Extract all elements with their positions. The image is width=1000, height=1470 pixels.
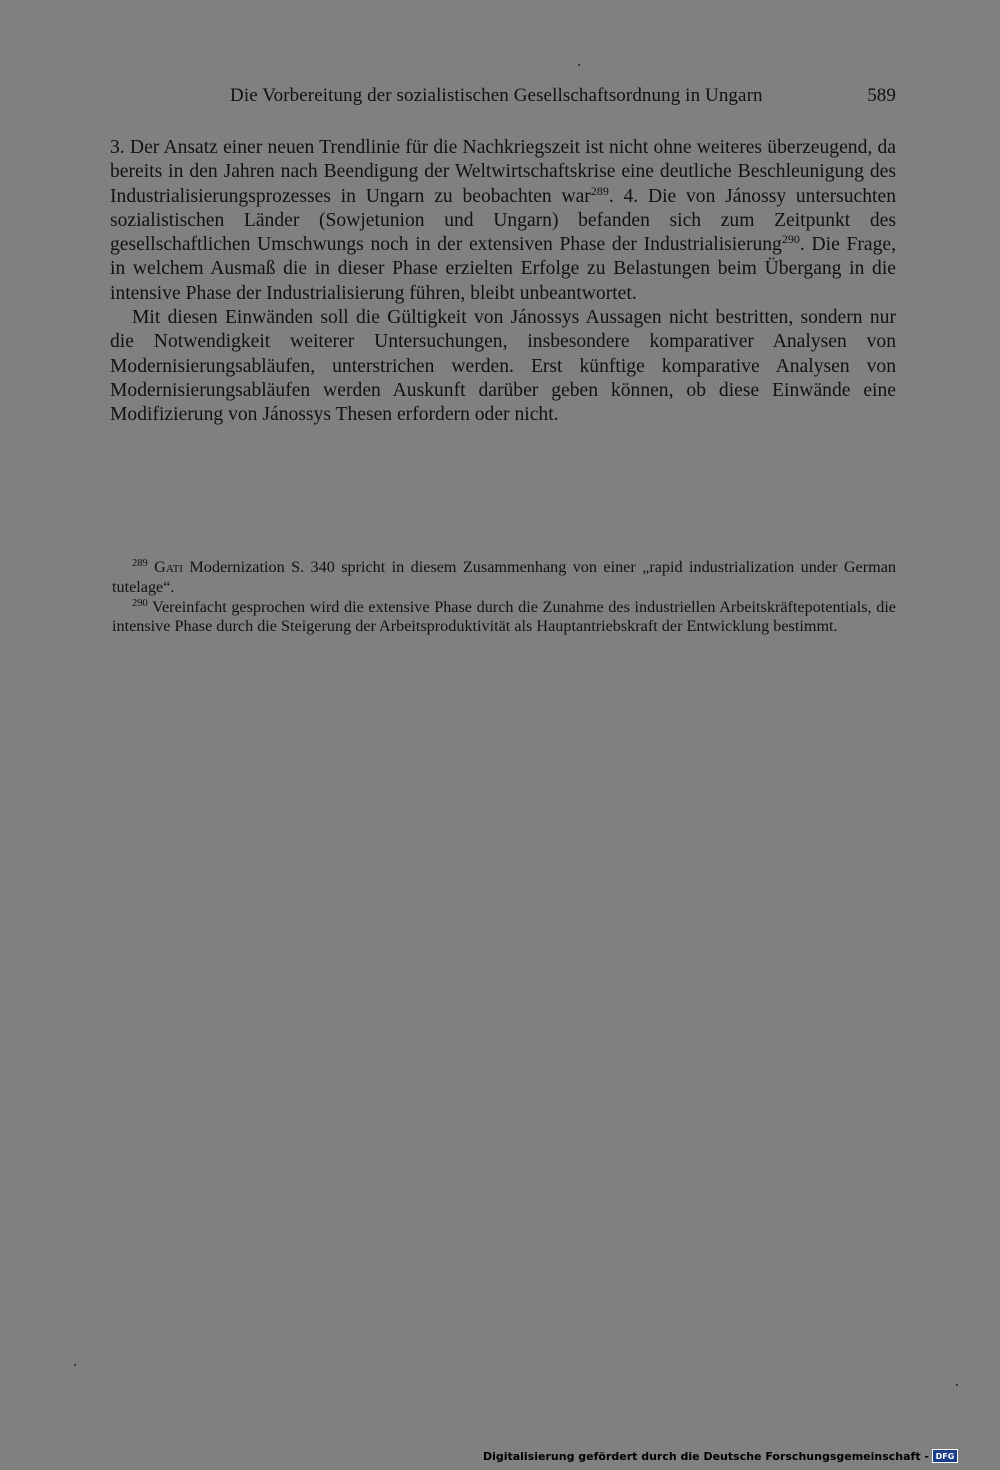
paragraph-1 — [110, 136, 896, 306]
footnote-290 — [112, 598, 896, 638]
footnote-number: 289 — [132, 558, 148, 569]
footnote-ref-289: 289 — [590, 183, 609, 198]
scan-speck — [578, 64, 580, 66]
footnote-number: 290 — [132, 597, 148, 609]
scan-speck — [74, 1364, 76, 1366]
paragraph-1-part-c: . Die Frage, in welchem Ausmaß die in dieser Phase erzielten Erfolge zu Belastungen beim Übergang in die intensive Phase der Industrialisierung führen, bleibt unbeantwortet. — [110, 234, 896, 304]
footnote-text: Vereinfacht gesprochen wird die extensive Phase durch die Zunahme des industriellen Arbeitskräftepotentials, die intensive Phase durch die Steigerung der Arbeitsproduktivität als Hauptantriebskraft der Entwicklung bestimmt. — [112, 597, 896, 636]
paragraph-2: Mit diesen Einwänden soll die Gültigkeit von Jánossys Aussagen nicht bestritten, sondern nur die Notwendigkeit weiterer Untersuchungen, insbesondere komparativer Analysen von Modernisierungsabläufen, unterstrichen werden. Erst künftige komparative Analysen von Modernisierungsabläufen werden Auskunft darüber geben können, ob diese Einwände eine Modifizierung von Jánossys Thesen erfordern oder nicht. — [110, 307, 896, 426]
dfg-logo: DFG — [932, 1449, 958, 1463]
scan-speck — [956, 1384, 958, 1386]
paragraph-1-part-b: . 4. Die von Jánossy untersuchten sozialistischen Länder (Sowjetunion und Ungarn) befanden sich zum Zeitpunkt des gesellschaftlichen Umschwungs noch in der extensiven Phase der Industrialisierung — [110, 185, 896, 256]
footnote-289 — [112, 558, 896, 598]
running-title: Die Vorbereitung der sozialistischen Gesellschaftsordnung in Ungarn — [230, 85, 763, 106]
digitization-credit — [483, 1448, 958, 1464]
footnote-ref-290: 290 — [781, 232, 800, 247]
page-number: 589 — [867, 85, 896, 106]
running-header — [110, 85, 896, 113]
credit-text: Digitalisierung gefördert durch die Deutsche Forschungsgemeinschaft - — [482, 1449, 929, 1463]
main-text — [110, 136, 896, 428]
paragraph-1-part-a: 3. Der Ansatz einer neuen Trendlinie für die Nachkriegszeit ist nicht ohne weiteres überzeugend, da bereits in den Jahren nach Beendigung der Weltwirtschaftskrise eine deutliche Beschleunigung des Industrialisierungsprozesses in Ungarn zu beobachten war — [110, 137, 896, 207]
footnotes — [112, 558, 896, 637]
footnote-text: Modernization S. 340 spricht in diesem Zusammenhang von einer „rapid industrialization under German tutelage“. — [112, 558, 896, 596]
footnote-author: Gati — [154, 558, 183, 576]
